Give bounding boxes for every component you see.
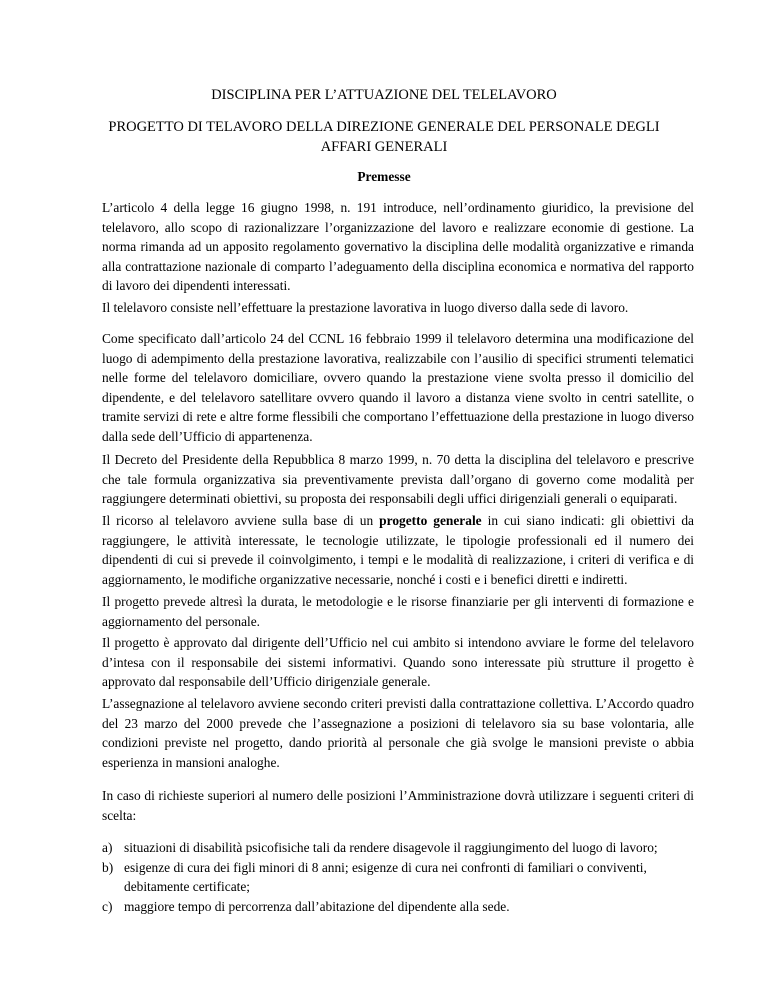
paragraph-1: L’articolo 4 della legge 16 giugno 1998, n. 191 introduce, nell’ordinamento giuridico, la previsione del telelavoro, allo scopo di razionalizzare l’organizzazione del lavoro e realizzare economie di gestione. La norma rimanda ad un apposito regolamento governativo la disciplina delle modalità organizzative e rimanda alla contrattazione nazionale di comparto l’adeguamento della disciplina economica e normativa del rapporto di lavoro dei dipendenti interessati. (102, 200, 694, 294)
paragraph-7: Il progetto è approvato dal dirigente dell’Ufficio nel cui ambito si intendono avviare le forme del telelavoro d’intesa con il responsabile dei sistemi informativi. Quando sono interessate più strutture il progetto è approvato dal responsabile dell’Ufficio dirigenziale generale. (102, 635, 694, 690)
paragraph-8: L’assegnazione al telelavoro avviene secondo criteri previsti dalla contrattazione collettiva. L’Accordo quadro del 23 marzo del 2000 prevede che l’assegnazione a posizioni di telelavoro sia su base volontaria, alle condizioni previste nel progetto, dando priorità al personale che già svolge le mansioni previste o abbia esperienza in mansioni analoghe. (102, 696, 694, 770)
paragraph-5-text-b: in cui siano indicati: gli obiettivi da raggiungere, le attività interessate, le tecnologie utilizzate, le tipologie professionali ed il numero dei dipendenti di cui si prevede il coinvolgimento, i tempi e le modalità di realizzazione, i criteri di verifica e di aggiornamento, le modifiche organizzative necessarie, nonché i costi e i benefici diretti e indiretti. (102, 513, 694, 587)
paragraph-5 (102, 511, 694, 589)
list-marker: a) (102, 840, 113, 855)
document-subtitle: PROGETTO DI TELAVORO DELLA DIREZIONE GENERALE DEL PERSONALE DEGLI AFFARI GENERALI (108, 119, 660, 155)
section-heading: Premesse (357, 169, 411, 184)
list-item-text: situazioni di disabilità psicofisiche tali da rendere disagevole il raggiungimento del luogo di lavoro; (124, 840, 658, 855)
list-item-text: maggiore tempo di percorrenza dall’abitazione del dipendente alla sede. (124, 898, 510, 914)
paragraph-5-bold: progetto generale (379, 513, 482, 528)
document-title: DISCIPLINA PER L’ATTUAZIONE DEL TELELAVORO (211, 87, 557, 103)
paragraph-3: Come specificato dall’articolo 24 del CCNL 16 febbraio 1999 il telelavoro determina una modificazione del luogo di adempimento della prestazione lavorativa, realizzabile con l’ausilio di specifici strumenti telematici nelle forme del telelavoro domiciliare, ovvero quando la prestazione viene svolta presso il domicilio del dipendente, e del telelavoro satellitare ovvero quando il lavoro a distanza viene svolto in centri satellite, o tramite servizi di rete e altre forme flessibili che comportano l’effettuazione della prestazione in luogo diverso dalla sede dell’Ufficio di appartenenza. (102, 331, 694, 444)
paragraph-4: Il Decreto del Presidente della Repubblica 8 marzo 1999, n. 70 detta la disciplina del telelavoro e prescrive che tale formula organizzativa sia preventivamente prevista dall’organo di governo come modalità per raggiungere determinati obiettivi, su proposta dei responsabili degli uffici dirigenziali generali o equiparati. (102, 452, 694, 507)
criteria-list (102, 838, 702, 916)
list-marker: b) (102, 859, 114, 875)
list-item-text: esigenze di cura dei figli minori di 8 anni; esigenze di cura nei confronti di familiari o conviventi, debitamente certificate; (124, 859, 647, 895)
list-item (102, 858, 702, 897)
paragraph-2: Il telelavoro consiste nell’effettuare la prestazione lavorativa in luogo diverso dalla sede di lavoro. (102, 300, 629, 315)
list-item (102, 838, 702, 858)
list-marker: c) (102, 898, 113, 914)
list-item (102, 897, 702, 917)
paragraph-9: In caso di richieste superiori al numero delle posizioni l’Amministrazione dovrà utilizzare i seguenti criteri di scelta: (102, 788, 694, 823)
paragraph-6: Il progetto prevede altresì la durata, le metodologie e le risorse finanziarie per gli interventi di formazione e aggiornamento del personale. (102, 594, 694, 629)
paragraph-5-text-a: Il ricorso al telelavoro avviene sulla base di un (102, 513, 380, 528)
